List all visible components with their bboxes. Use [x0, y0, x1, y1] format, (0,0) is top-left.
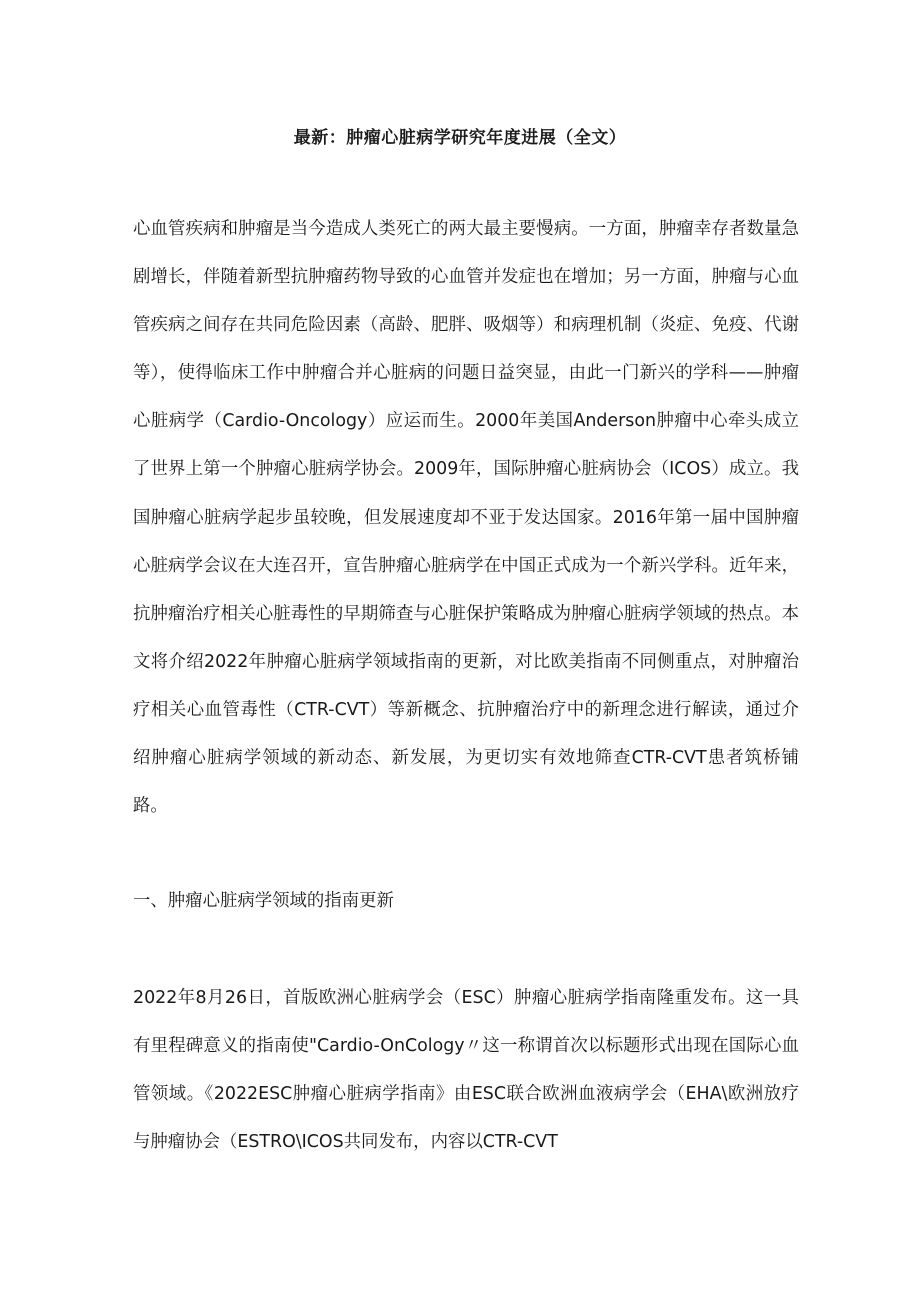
section-heading: 一、肿瘤心脏病学领域的指南更新	[133, 891, 394, 911]
document-title: 最新：肿瘤心脏病学研究年度进展（全文）	[293, 128, 627, 148]
intro-paragraph: 心血管疾病和肿瘤是当今造成人类死亡的两大最主要慢病。一方面，肿瘤幸存者数量急剧增长，伴随着新型抗肿瘤药物导致的心血管并发症也在增加；另一方面，肿瘤与心血管疾病之间存在共同危险因素（高龄、肥胖、吸烟等）和病理机制（炎症、免疫、代谢等），使得临床工作中肿瘤合并心脏病的问题日益突显，由此一门新兴的学科——肿瘤心脏病学（Cardio-Oncology）应运而生。2000年美国Anderson肿瘤中心牵头成立了世界上第一个肿瘤心脏病学协会。2009年，国际肿瘤心脏病协会（ICOS）成立。我国肿瘤心脏病学起步虽较晚，但发展速度却不亚于发达国家。2016年第一届中国肿瘤心脏病学会议在大连召开，宣告肿瘤心脏病学在中国正式成为一个新兴学科。近年来，抗肿瘤治疗相关心脏毒性的早期筛查与心脏保护策略成为肿瘤心脏病学领域的热点。本文将介绍2022年肿瘤心脏病学领域指南的更新，对比欧美指南不同侧重点，对肿瘤治疗相关心血管毒性（CTR-CVT）等新概念、抗肿瘤治疗中的新理念进行解读，通过介绍肿瘤心脏病学领域的新动态、新发展，为更切实有效地筛查CTR-CVT患者筑桥铺路。	[133, 219, 799, 817]
guideline-paragraph: 2022年8月26日，首版欧洲心脏病学会（ESC）肿瘤心脏病学指南隆重发布。这一具有里程碑意义的指南使"Cardio-OnCology〃这一称谓首次以标题形式出现在国际心血管领域。《2022ESC肿瘤心脏病学指南》由ESC联合欧洲血液病学会（EHA\欧洲放疗与肿瘤协会（ESTRO\ICOS共同发布，内容以CTR-CVT	[133, 988, 799, 1153]
